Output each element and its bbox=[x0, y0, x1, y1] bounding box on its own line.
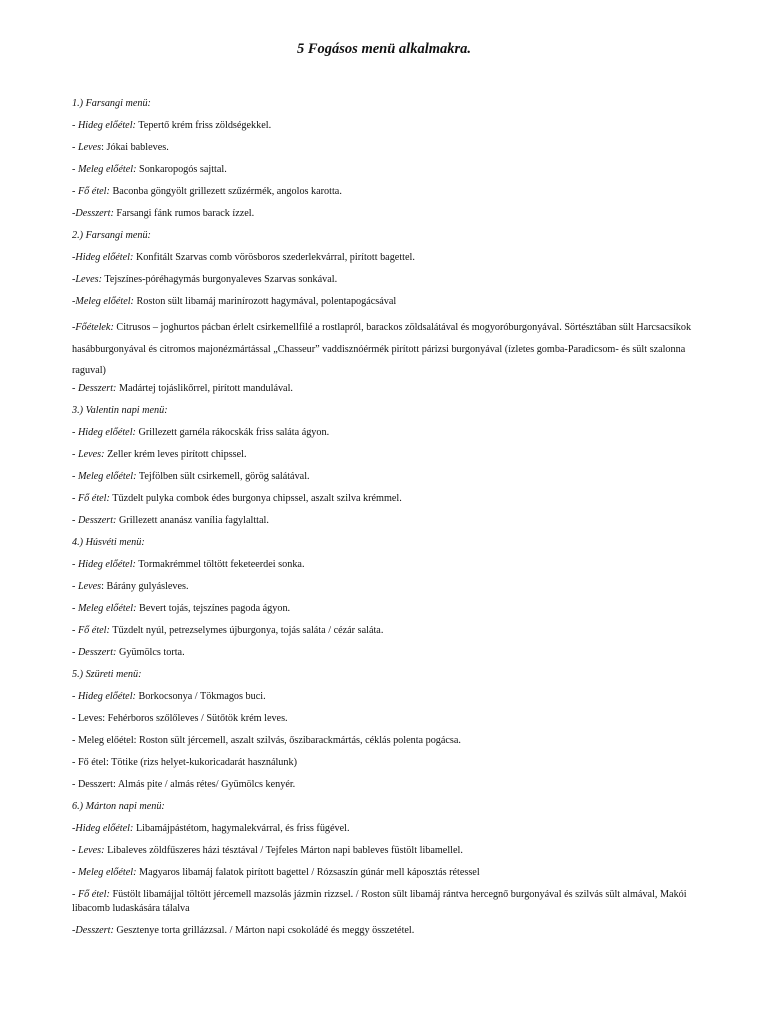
course-label: -Leves: bbox=[72, 274, 102, 285]
course-text: Sonkaropogós sajttal. bbox=[136, 164, 227, 175]
course-line bbox=[72, 690, 692, 712]
course-label: - Desszert: bbox=[72, 646, 117, 658]
course-label: - Meleg előétel: bbox=[72, 602, 137, 614]
course-text: Libaleves zöldfűszeres házi tésztával / Tejfeles Márton napi bableves füstölt libamellel. bbox=[104, 844, 463, 856]
course-text: Borkocsonya / Tökmagos buci. bbox=[135, 690, 266, 702]
course-line bbox=[72, 756, 692, 778]
course-line bbox=[72, 734, 692, 756]
course-text: Füstölt libamájjal töltött jércemell mazsolás jázmin rizzsel. / Roston sült libamáj rántva hercegnő burgonyával és szilvás sült almával, Makói libacomb ludaskására tálalva bbox=[72, 888, 687, 914]
course-line bbox=[72, 119, 692, 141]
menu-title: 6.) Márton napi menü: bbox=[72, 800, 165, 812]
course-line bbox=[72, 426, 692, 448]
course-line bbox=[72, 602, 692, 624]
course-text: Grillezett ananász vanília fagylalttal. bbox=[116, 514, 269, 526]
course-text: Konfitált Szarvas comb vörösboros szederlekvárral, pirított bagettel. bbox=[133, 252, 415, 263]
course-label: - Desszert: bbox=[72, 382, 117, 394]
course-line bbox=[72, 295, 692, 317]
course-label: - Meleg előétel: bbox=[72, 164, 137, 175]
course-line bbox=[72, 514, 692, 536]
course-text: Magyaros libamáj falatok pirított bagettel / Rózsaszín gúnár mell káposztás rétessel bbox=[136, 866, 480, 878]
course-label: - Leves: bbox=[72, 844, 105, 856]
course-label: - Fő étel: bbox=[72, 186, 110, 197]
course-line bbox=[72, 470, 692, 492]
course-text: - Meleg előétel: Roston sült jércemell, aszalt szilvás, őszibarackmártás, céklás polenta pogácsa. bbox=[72, 734, 461, 746]
menu-list bbox=[72, 97, 692, 946]
course-text: Tepertő krém friss zöldségekkel. bbox=[135, 120, 272, 131]
course-line bbox=[72, 646, 692, 668]
course-text: Tűzdelt nyúl, petrezselymes újburgonya, tojás saláta / cézár saláta. bbox=[109, 624, 384, 636]
course-label: -Desszert: bbox=[72, 208, 114, 219]
course-line bbox=[72, 712, 692, 734]
course-text: : Jókai bableves. bbox=[101, 142, 169, 153]
course-line bbox=[72, 580, 692, 602]
course-label: - Fő étel: bbox=[72, 492, 110, 504]
course-label: - Fő étel: bbox=[72, 624, 110, 636]
course-text: Bevert tojás, tejszínes pagoda ágyon. bbox=[136, 602, 291, 614]
course-line bbox=[72, 448, 692, 470]
course-line bbox=[72, 163, 692, 185]
course-line bbox=[72, 273, 692, 295]
course-line bbox=[72, 822, 692, 844]
course-label: -Hideg előétel: bbox=[72, 822, 134, 834]
course-line bbox=[72, 492, 692, 514]
course-line bbox=[72, 207, 692, 229]
course-line bbox=[72, 888, 692, 916]
course-label: -Hideg előétel: bbox=[72, 252, 134, 263]
course-label: -Meleg előétel: bbox=[72, 296, 134, 307]
course-text: Tejfölben sült csirkemell, görög salátával. bbox=[136, 470, 310, 482]
menu-title: 3.) Valentin napi menü: bbox=[72, 404, 168, 416]
course-text: Gyümölcs torta. bbox=[116, 646, 185, 658]
course-text: - Desszert: Almás pite / almás rétes/ Gyümölcs kenyér. bbox=[72, 778, 296, 790]
course-text: Libamájpástétom, hagymalekvárral, és friss fügével. bbox=[133, 822, 350, 834]
course-line bbox=[72, 185, 692, 207]
course-text: Baconba göngyölt grillezett szűzérmék, angolos karotta. bbox=[109, 186, 342, 197]
course-line bbox=[72, 924, 692, 946]
menu-title: 2.) Farsangi menü: bbox=[72, 230, 151, 241]
course-label: - Hideg előétel: bbox=[72, 120, 136, 131]
course-text: Roston sült libamáj marinírozott hagymával, polentapogácsával bbox=[133, 296, 397, 307]
menu-title: 4.) Húsvéti menü: bbox=[72, 536, 145, 548]
course-text: Farsangi fánk rumos barack ízzel. bbox=[113, 208, 255, 219]
course-text: Tejszínes-póréhagymás burgonyaleves Szarvas sonkával. bbox=[101, 274, 338, 285]
course-label: - Hideg előétel: bbox=[72, 426, 136, 438]
course-label: - Hideg előétel: bbox=[72, 690, 136, 702]
course-text: - Fő étel: Tötike (rizs helyet-kukoricadarát használunk) bbox=[72, 756, 297, 768]
course-label: - Hideg előétel: bbox=[72, 558, 136, 570]
course-label: -Desszert: bbox=[72, 924, 114, 936]
course-line bbox=[72, 382, 692, 404]
course-line bbox=[72, 844, 692, 866]
course-label: - Meleg előétel: bbox=[72, 470, 137, 482]
course-line bbox=[72, 317, 692, 382]
course-text: : Bárány gulyásleves. bbox=[101, 580, 189, 592]
course-text: - Leves: Fehérboros szőlőleves / Sütőtök krém leves. bbox=[72, 712, 288, 724]
course-line bbox=[72, 251, 692, 273]
course-label: - Meleg előétel: bbox=[72, 866, 137, 878]
course-text: Madártej tojáslikőrrel, pirított mandulával. bbox=[116, 382, 293, 394]
course-line bbox=[72, 866, 692, 888]
course-line bbox=[72, 558, 692, 580]
course-label: - Leves bbox=[72, 142, 102, 153]
course-label: -Főételek: bbox=[72, 322, 114, 333]
course-text: Gesztenye torta grillázzsal. / Márton napi csokoládé és meggy összetétel. bbox=[113, 924, 415, 936]
course-line bbox=[72, 141, 692, 163]
course-label: - Leves: bbox=[72, 448, 105, 460]
course-label: - Leves bbox=[72, 580, 102, 592]
course-line bbox=[72, 624, 692, 646]
course-text: Zeller krém leves pirított chipssel. bbox=[104, 448, 247, 460]
course-text: Citrusos – joghurtos pácban érlelt csirkemellfilé a rostlapról, barackos zöldsalátával és mogyoróburgonyával. Sörtésztában sült Harcsacsíkok hasábburgonyával és citromos majonézmártással „Chasseur” vaddisznóérmék pirított párizsi burgonyával (ízletes gomba-Paradicsom- és sült szalonna raguval) bbox=[72, 322, 692, 376]
menu-title: 1.) Farsangi menü: bbox=[72, 98, 151, 109]
menu-title: 5.) Szüreti menü: bbox=[72, 668, 142, 680]
course-line bbox=[72, 778, 692, 800]
course-text: Grillezett garnéla rákocskák friss saláta ágyon. bbox=[135, 426, 330, 438]
course-label: - Fő étel: bbox=[72, 888, 110, 900]
course-label: - Desszert: bbox=[72, 514, 117, 526]
course-text: Tormakrémmel töltött feketeerdei sonka. bbox=[135, 558, 305, 570]
page-title: 5 Fogásos menü alkalmakra. bbox=[296, 41, 472, 57]
course-text: Tűzdelt pulyka combok édes burgonya chipssel, aszalt szilva krémmel. bbox=[109, 492, 402, 504]
